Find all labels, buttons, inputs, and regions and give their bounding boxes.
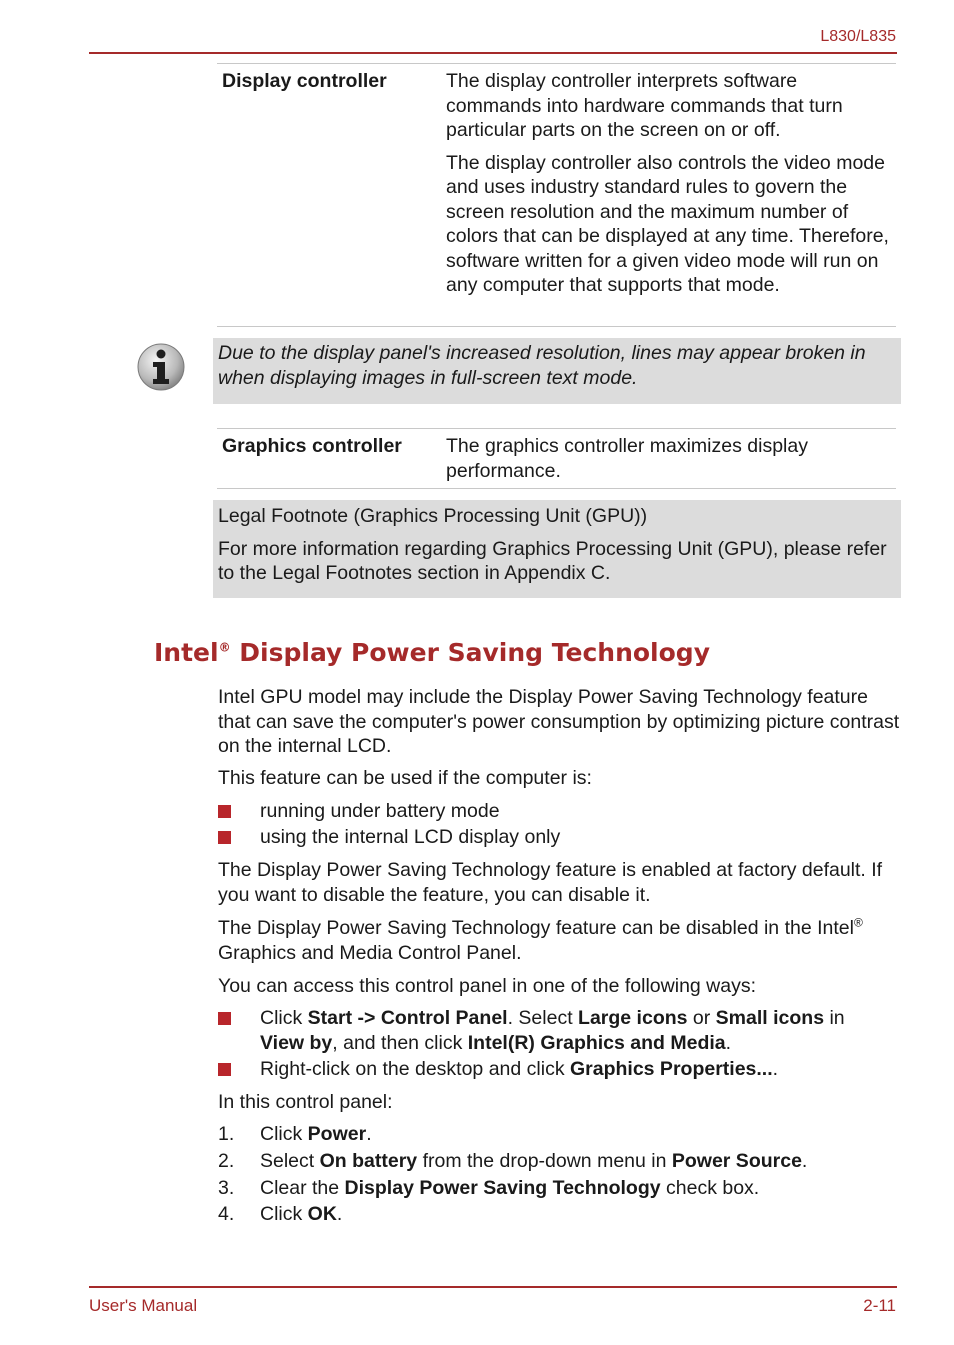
header-rule xyxy=(89,52,897,54)
step-item: 4. Click OK. xyxy=(218,1203,343,1225)
bullet-square-icon xyxy=(218,805,231,818)
control-panel-intro: In this control panel: xyxy=(218,1091,393,1113)
document-model: L830/L835 xyxy=(820,28,896,45)
disable-paragraph: The Display Power Saving Technology feature can be disabled in the Intel® Graphics and Media Control Panel. xyxy=(218,915,863,964)
table-top-rule xyxy=(217,63,896,64)
display-controller-desc-2: The display controller also controls the video mode and uses industry standard rules to govern the screen resolution and the maximum number of colors that can be displayed at any time. Therefore, software written for a given video mode will run on any computer that supports that mode. xyxy=(446,151,889,296)
legal-footnote-text: For more information regarding Graphics Processing Unit (GPU), please refer to the Legal Footnotes section in Appendix C. xyxy=(218,537,887,584)
display-controller-label: Display controller xyxy=(222,70,387,92)
list-item: Right-click on the desktop and click Graphics Properties.... xyxy=(218,1057,888,1082)
footer-manual-title: User's Manual xyxy=(89,1296,198,1315)
graphics-controller-label: Graphics controller xyxy=(222,435,402,457)
bullet-square-icon xyxy=(218,831,231,844)
bullet-square-icon xyxy=(218,1012,231,1025)
default-paragraph: The Display Power Saving Technology feature is enabled at factory default. If you want to disable the feature, you can disable it. xyxy=(218,859,883,906)
list-item: running under battery mode xyxy=(218,799,878,824)
step-item: 2. Select On battery from the drop-down menu in Power Source. xyxy=(218,1150,808,1172)
registered-mark: ® xyxy=(853,915,863,930)
graphics-table-bottom-rule xyxy=(217,488,896,489)
intro-paragraph: Intel GPU model may include the Display Power Saving Technology feature that can save the computer's power consumption by optimizing picture contrast on the internal LCD. xyxy=(218,686,900,757)
footer-rule xyxy=(89,1286,897,1288)
bullet-square-icon xyxy=(218,1063,231,1076)
section-heading: Intel® Display Power Saving Technology xyxy=(154,638,710,667)
display-controller-desc-1: The display controller interprets software commands into hardware commands that turn particular parts on the screen on or off. xyxy=(446,70,843,141)
list-item: using the internal LCD display only xyxy=(218,825,878,850)
registered-mark: ® xyxy=(218,640,231,655)
list-item: Click Start -> Control Panel. Select Large icons or Small icons in View by, and then click Intel(R) Graphics and Media. xyxy=(218,1006,888,1055)
display-controller-description xyxy=(446,69,894,306)
note-box xyxy=(213,338,901,404)
step-item: 1. Click Power. xyxy=(218,1123,372,1145)
graphics-table-top-rule xyxy=(217,428,896,429)
step-item: 3. Clear the Display Power Saving Technology check box. xyxy=(218,1177,760,1199)
info-icon xyxy=(137,343,185,391)
graphics-controller-description: The graphics controller maximizes display performance. xyxy=(446,435,808,482)
access-paragraph: You can access this control panel in one of the following ways: xyxy=(218,975,757,997)
note-text: Due to the display panel's increased resolution, lines may appear broken in when displaying images in full-screen text mode. xyxy=(218,342,866,389)
table-bottom-rule xyxy=(217,326,896,327)
condition-intro: This feature can be used if the computer is: xyxy=(218,767,592,789)
legal-footnote-title: Legal Footnote (Graphics Processing Unit (GPU)) xyxy=(218,505,648,527)
page-number: 2-11 xyxy=(863,1296,896,1315)
legal-footnote-box xyxy=(213,500,901,598)
